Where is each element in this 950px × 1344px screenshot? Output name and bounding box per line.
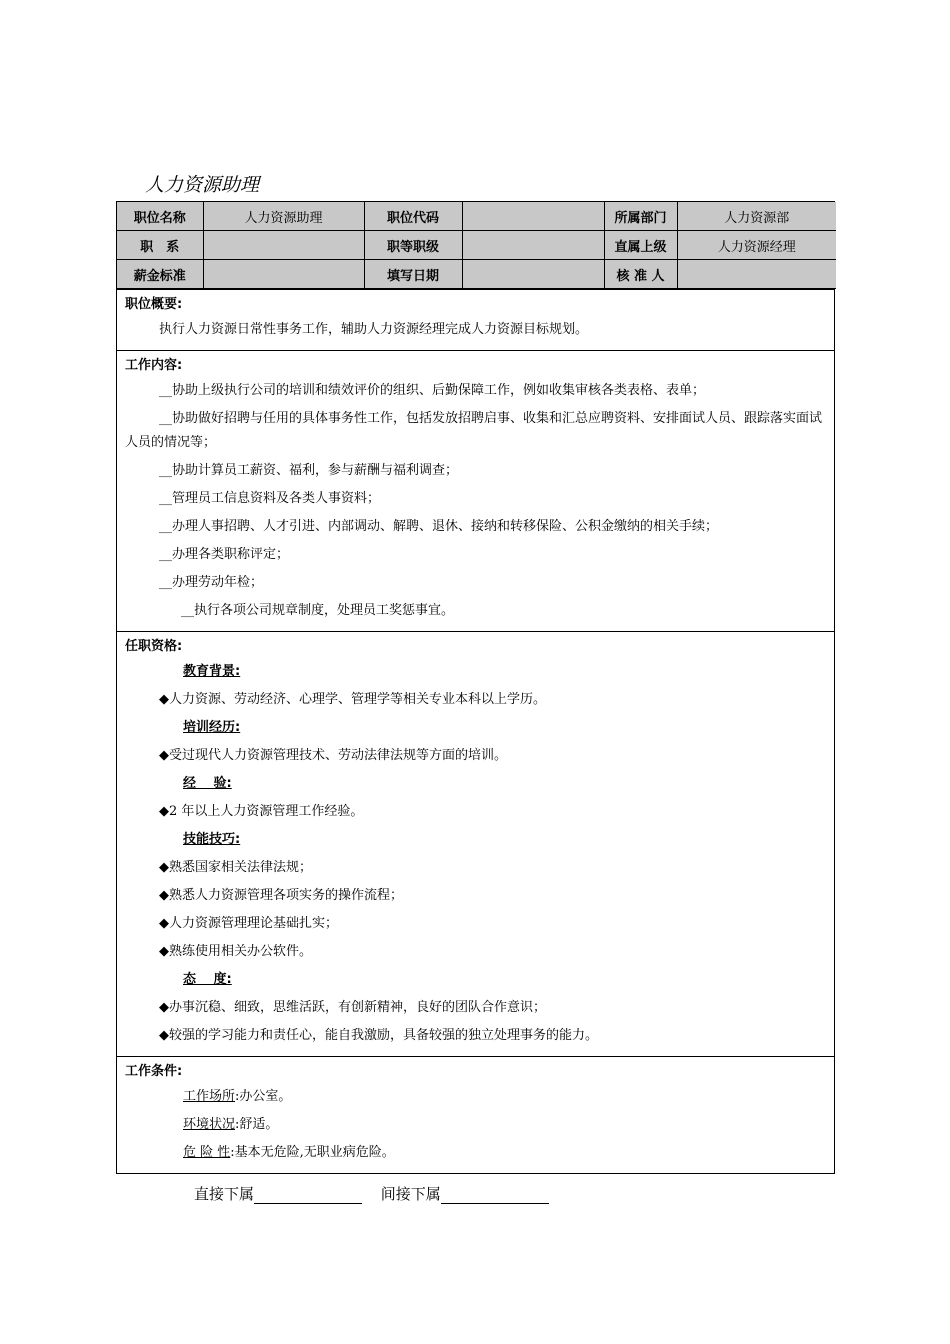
document-title: 人力资源助理: [145, 174, 260, 196]
duty-item: [117, 377, 834, 405]
indirect-subordinate-blank[interactable]: [441, 1187, 549, 1204]
conditions-title: 工作条件:: [125, 1064, 183, 1079]
qualification-item: ◆熟悉国家相关法律法规；: [159, 860, 312, 875]
duty-marker: __: [159, 547, 172, 562]
direct-subordinate-blank[interactable]: [254, 1187, 362, 1204]
qualification-heading: 培训经历:: [183, 720, 241, 735]
qualification-heading: 态 度:: [183, 972, 232, 987]
duty-item: [117, 597, 834, 625]
field-label: 所属部门: [604, 202, 677, 231]
duty-text: 协助做好招聘与任用的具体事务性工作，包括发放招聘启事、收集和汇总应聘资料、安排面试人员、跟踪落实面试人员的情况等；: [125, 411, 823, 450]
condition-value: :基本无危险,无职业病危险。: [230, 1145, 395, 1160]
duty-item: [117, 513, 834, 541]
header-row: [117, 231, 836, 260]
condition-item: [117, 1083, 834, 1111]
qualification-heading: 技能技巧:: [183, 832, 241, 847]
condition-item: [117, 1139, 834, 1167]
condition-label: 工作场所: [183, 1089, 236, 1104]
duty-marker: __: [181, 603, 194, 618]
qualifications-section: [117, 631, 834, 1056]
condition-value: :舒适。: [235, 1117, 279, 1132]
duty-text: 办理各类职称评定；: [172, 547, 290, 562]
qualification-item: ◆人力资源管理理论基础扎实；: [159, 916, 338, 931]
qualification-item: ◆2 年以上人力资源管理工作经验。: [159, 804, 364, 819]
duties-section: [117, 350, 834, 631]
field-value: [203, 260, 364, 289]
field-value: 人力资源部: [677, 202, 836, 231]
duty-item: [117, 457, 834, 485]
duty-item: [117, 569, 834, 597]
duty-marker: __: [159, 411, 172, 426]
duty-text: 管理员工信息资料及各类人事资料；: [172, 491, 381, 506]
header-row: [117, 260, 836, 289]
duty-marker: __: [159, 463, 172, 478]
indirect-subordinate-label: 间接下属: [380, 1185, 441, 1203]
qualification-item: ◆熟练使用相关办公软件。: [159, 944, 312, 959]
qualification-item: ◆受过现代人力资源管理技术、劳动法律法规等方面的培训。: [159, 748, 507, 763]
overview-text: 执行人力资源日常性事务工作，辅助人力资源经理完成人力资源目标规划。: [159, 322, 589, 337]
field-label: 核 准 人: [604, 260, 677, 289]
qualification-item: ◆人力资源、劳动经济、心理学、管理学等相关专业本科以上学历。: [159, 692, 546, 707]
duty-text: 办理劳动年检；: [172, 575, 264, 590]
duty-marker: __: [159, 519, 172, 534]
duty-text: 办理人事招聘、人才引进、内部调动、解聘、退休、接纳和转移保险、公积金缴纳的相关手续；: [172, 519, 719, 534]
header-row: [117, 202, 836, 231]
field-value: [677, 260, 836, 289]
field-value: 人力资源经理: [677, 231, 836, 260]
condition-label: 危 险 性: [183, 1145, 231, 1160]
duty-text: 执行各项公司规章制度，处理员工奖惩事宜。: [194, 603, 455, 618]
duty-item: [117, 405, 834, 457]
header-table: [117, 202, 836, 289]
direct-subordinate-label: 直接下属: [194, 1185, 255, 1203]
conditions-section: [117, 1056, 834, 1173]
field-value: [462, 202, 604, 231]
duty-item: [117, 485, 834, 513]
qualifications-title: 任职资格:: [125, 639, 183, 654]
duties-title: 工作内容:: [125, 358, 183, 373]
field-value: [462, 260, 604, 289]
field-label: 职 系: [117, 231, 203, 260]
field-label: 填写日期: [364, 260, 462, 289]
duty-marker: __: [159, 491, 172, 506]
field-value: [462, 231, 604, 260]
qualification-heading: 教育背景:: [183, 664, 241, 679]
duty-item: [117, 541, 834, 569]
overview-section: [117, 289, 834, 350]
field-label: 薪金标准: [117, 260, 203, 289]
subordinates-line: [194, 1183, 563, 1204]
duty-marker: __: [159, 575, 172, 590]
qualification-item: ◆办事沉稳、细致，思维活跃，有创新精神，良好的团队合作意识；: [159, 1000, 546, 1015]
qualification-item: ◆较强的学习能力和责任心，能自我激励，具备较强的独立处理事务的能力。: [159, 1028, 598, 1043]
field-label: 职位名称: [117, 202, 203, 231]
duty-text: 协助上级执行公司的培训和绩效评价的组织、后勤保障工作，例如收集审核各类表格、表单；: [172, 383, 706, 398]
field-label: 职位代码: [364, 202, 462, 231]
condition-value: :办公室。: [235, 1089, 292, 1104]
field-label: 职等职级: [364, 231, 462, 260]
duty-text: 协助计算员工薪资、福利，参与薪酬与福利调查；: [172, 463, 459, 478]
job-description-form: [116, 201, 835, 1174]
condition-label: 环境状况: [183, 1117, 236, 1132]
qualification-heading: 经 验:: [183, 776, 232, 791]
field-value: 人力资源助理: [203, 202, 364, 231]
condition-item: [117, 1111, 834, 1139]
duty-marker: __: [159, 383, 172, 398]
overview-title: 职位概要:: [125, 297, 183, 312]
qualification-item: ◆熟悉人力资源管理各项实务的操作流程；: [159, 888, 403, 903]
field-label: 直属上级: [604, 231, 677, 260]
field-value: [203, 231, 364, 260]
